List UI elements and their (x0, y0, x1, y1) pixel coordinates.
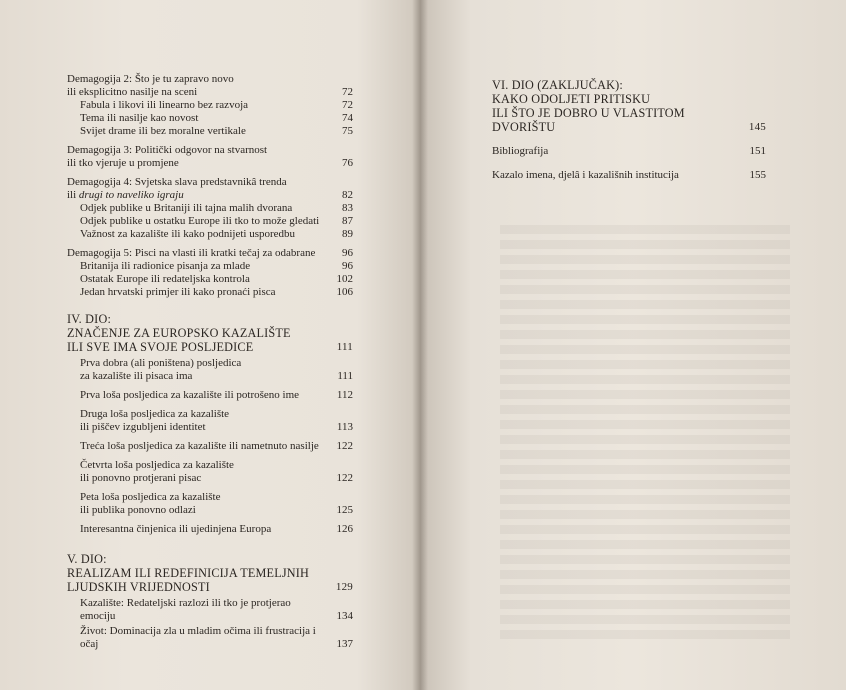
section-heading-line: ZNAČENJE ZA EUROPSKO KAZALIŠTE (67, 326, 291, 340)
toc-entry (67, 125, 353, 138)
toc-entry (67, 202, 353, 215)
toc-entry (67, 73, 353, 99)
toc-page-number: 112 (336, 389, 353, 401)
toc-entry (67, 389, 353, 402)
toc-entry (67, 625, 353, 651)
section-heading-line: ILI ŠTO JE DOBRO U VLASTITOM DVORIŠTU (492, 106, 685, 134)
toc-entry (67, 491, 353, 517)
toc-entry-text: Britanija ili radionice pisanja za mlade (80, 260, 251, 272)
section-heading-line: V. DIO: (67, 552, 107, 566)
toc-entry-text: Prva dobra (ali poništena) posljedica (80, 357, 242, 369)
toc-entry-text: ili tko vjeruje u promjene (67, 157, 179, 169)
toc-entry (67, 228, 353, 241)
toc-entry (67, 408, 353, 434)
toc-entry-prefix: ili (67, 189, 79, 201)
section-heading-line: KAKO ODOLJETI PRITISKU (492, 92, 651, 106)
toc-page-number: 87 (342, 215, 353, 227)
toc-entry-text: Demagogija 3: Politički odgovor na stvarnost (67, 144, 268, 156)
toc-entry-text: Važnost za kazalište ili kako podnijeti usporedbu (80, 228, 296, 240)
section-heading-line: VI. DIO (ZAKLJUČAK): (492, 78, 623, 92)
toc-entry (67, 176, 353, 202)
show-through-text (500, 225, 790, 645)
toc-page-number: 125 (336, 504, 353, 516)
toc-entry-text: Druga loša posljedica za kazalište (80, 408, 230, 420)
toc-entry (67, 597, 353, 623)
toc-page-number: 102 (336, 273, 353, 285)
toc-page-number: 106 (336, 286, 353, 298)
toc-page-number: 89 (342, 228, 353, 240)
toc-entry (67, 273, 353, 286)
toc-entry (492, 169, 766, 182)
toc-entry-text: Svijet drame ili bez moralne vertikale (80, 125, 246, 137)
toc-entry-italic-text: drugi to naveliko igraju (78, 189, 184, 201)
toc-right-column (492, 78, 766, 182)
toc-page-number: 111 (337, 370, 353, 382)
toc-entry-text: Kazalo imena, djelâ i kazališnih institucija (492, 169, 679, 181)
toc-entry (67, 440, 353, 453)
toc-page-number: 72 (342, 99, 353, 111)
toc-entry-text: Demagogija 2: Što je tu zapravo novo (67, 73, 234, 85)
toc-entry (67, 112, 353, 125)
toc-section-heading (67, 552, 353, 594)
section-heading-line: ILI SVE IMA SVOJE POSLJEDICE (67, 340, 254, 354)
toc-section-heading (492, 78, 766, 134)
toc-entry-text: ili piščev izgubljeni identitet (80, 421, 206, 433)
toc-page-number: 96 (342, 260, 353, 272)
toc-entry-text: Prva loša posljedica za kazalište ili potrošeno ime (80, 389, 300, 401)
toc-entry (67, 144, 353, 170)
toc-entry-text: Jedan hrvatski primjer ili kako pronaći pisca (80, 286, 276, 298)
toc-page-number: 111 (336, 341, 353, 353)
toc-page-number: 83 (342, 202, 353, 214)
toc-entry-text: Odjek publike u ostatku Europe ili tko to može gledati (80, 215, 320, 227)
toc-entry-text: za kazalište ili pisaca ima (80, 370, 193, 382)
toc-page-number: 137 (336, 638, 353, 650)
toc-entry-text: Kazalište: Redateljski razlozi ili tko je protjerao emociju (80, 597, 291, 622)
toc-entry (67, 215, 353, 228)
toc-entry-text: Ostatak Europe ili redateljska kontrola (80, 273, 250, 285)
toc-entry-text: Fabula i likovi ili linearno bez razvoja (80, 99, 249, 111)
toc-page-number: 151 (749, 145, 766, 157)
toc-entry (492, 145, 766, 158)
toc-entry (67, 247, 353, 260)
toc-page-number: 96 (342, 247, 353, 259)
toc-entry (67, 286, 353, 299)
toc-entry-text: Demagogija 5: Pisci na vlasti ili kratki tečaj za odabrane (67, 247, 316, 259)
toc-entry-text: Treća loša posljedica za kazalište ili nametnuto nasilje (80, 440, 319, 452)
toc-left-column (67, 73, 353, 651)
toc-entry-text: ili ponovno protjerani pisac (80, 472, 202, 484)
toc-page-number: 113 (336, 421, 353, 433)
toc-entry-text: Demagogija 4: Svjetska slava predstavnikâ trenda (67, 176, 287, 188)
toc-entry-text: Peta loša posljedica za kazalište (80, 491, 221, 503)
toc-entry (67, 459, 353, 485)
section-heading-line: REALIZAM ILI REDEFINICIJA TEMELJNIH (67, 566, 310, 580)
toc-page-number: 122 (336, 472, 353, 484)
toc-page-number: 72 (342, 86, 353, 98)
toc-entry-text: ili eksplicitno nasilje na sceni (67, 86, 198, 98)
toc-page-number: 122 (336, 440, 353, 452)
section-heading-line: IV. DIO: (67, 312, 112, 326)
toc-entry-text: Odjek publike u Britaniji ili tajna malih dvorana (80, 202, 293, 214)
toc-page-number: 82 (342, 189, 353, 201)
toc-entry-text: Tema ili nasilje kao novost (80, 112, 199, 124)
toc-page-number: 155 (749, 169, 766, 181)
toc-entry (67, 357, 353, 383)
toc-entry-text: Interesantna činjenica ili ujedinjena Europa (80, 523, 272, 535)
toc-page-number: 76 (342, 157, 353, 169)
toc-entry (67, 99, 353, 112)
toc-entry-text: Život: Dominacija zla u mladim očima ili frustracija i očaj (80, 625, 316, 650)
book-gutter (412, 0, 428, 690)
toc-page-number: 74 (342, 112, 353, 124)
section-heading-line: LJUDSKIH VRIJEDNOSTI (67, 580, 210, 594)
toc-entry-text: Bibliografija (492, 145, 549, 157)
toc-page-number: 75 (342, 125, 353, 137)
toc-entry (67, 260, 353, 273)
toc-entry-text: Četvrta loša posljedica za kazalište (80, 459, 234, 471)
toc-page-number: 126 (336, 523, 353, 535)
toc-entry (67, 523, 353, 536)
toc-entry-text: ili publika ponovno odlazi (80, 504, 196, 516)
toc-page-number: 134 (336, 610, 353, 622)
toc-page-number: 145 (748, 121, 766, 133)
toc-section-heading (67, 312, 353, 354)
toc-page-number: 129 (335, 581, 353, 593)
